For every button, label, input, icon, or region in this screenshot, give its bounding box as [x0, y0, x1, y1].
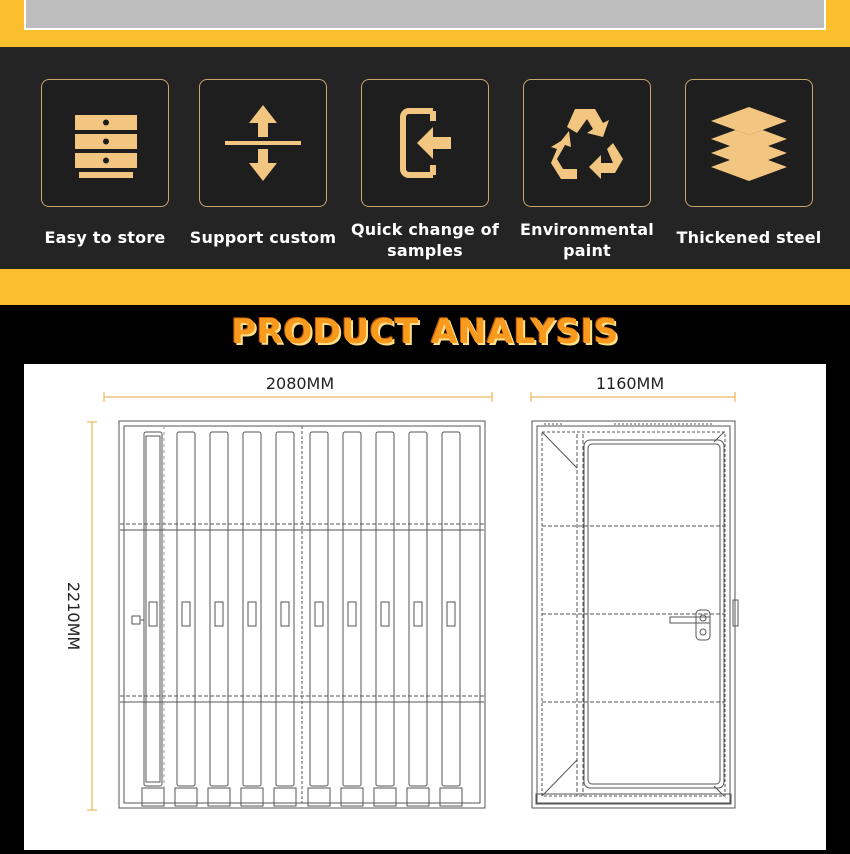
technical-drawing	[24, 364, 826, 850]
feature-box	[523, 79, 651, 207]
feature-quick-change	[344, 79, 506, 261]
drawing-panel	[24, 364, 826, 850]
feature-label: Easy to store	[44, 228, 166, 247]
feature-environmental-paint	[506, 79, 668, 261]
front-width-dimension	[104, 374, 492, 402]
top-gray-image-edge	[24, 0, 826, 30]
height-label: 2210MM	[64, 581, 83, 651]
drawers-icon	[55, 93, 155, 193]
side-view-drawing	[532, 421, 738, 808]
feature-label: Environmental paint	[520, 220, 654, 260]
layers-icon	[699, 93, 799, 193]
feature-label: Support custom	[189, 228, 337, 247]
front-view-drawing	[119, 421, 485, 808]
feature-box	[41, 79, 169, 207]
feature-box	[685, 79, 813, 207]
login-arrow-icon	[375, 93, 475, 193]
section-title: PRODUCT ANALYSIS	[231, 312, 619, 352]
feature-label: Thickened steel	[676, 228, 822, 247]
yellow-divider-band	[0, 269, 850, 305]
feature-easy-to-store	[24, 79, 186, 248]
side-depth-label: 1160MM	[595, 374, 665, 393]
feature-band	[0, 47, 850, 269]
front-width-label: 2080MM	[265, 374, 335, 393]
feature-thickened-steel	[668, 79, 830, 248]
resize-arrows-icon	[213, 93, 313, 193]
feature-label: Quick change of samples	[350, 220, 500, 260]
recycle-icon	[537, 93, 637, 193]
feature-box	[199, 79, 327, 207]
height-dimension	[64, 422, 97, 810]
side-depth-dimension	[531, 374, 735, 402]
feature-box	[361, 79, 489, 207]
feature-support-custom	[182, 79, 344, 248]
